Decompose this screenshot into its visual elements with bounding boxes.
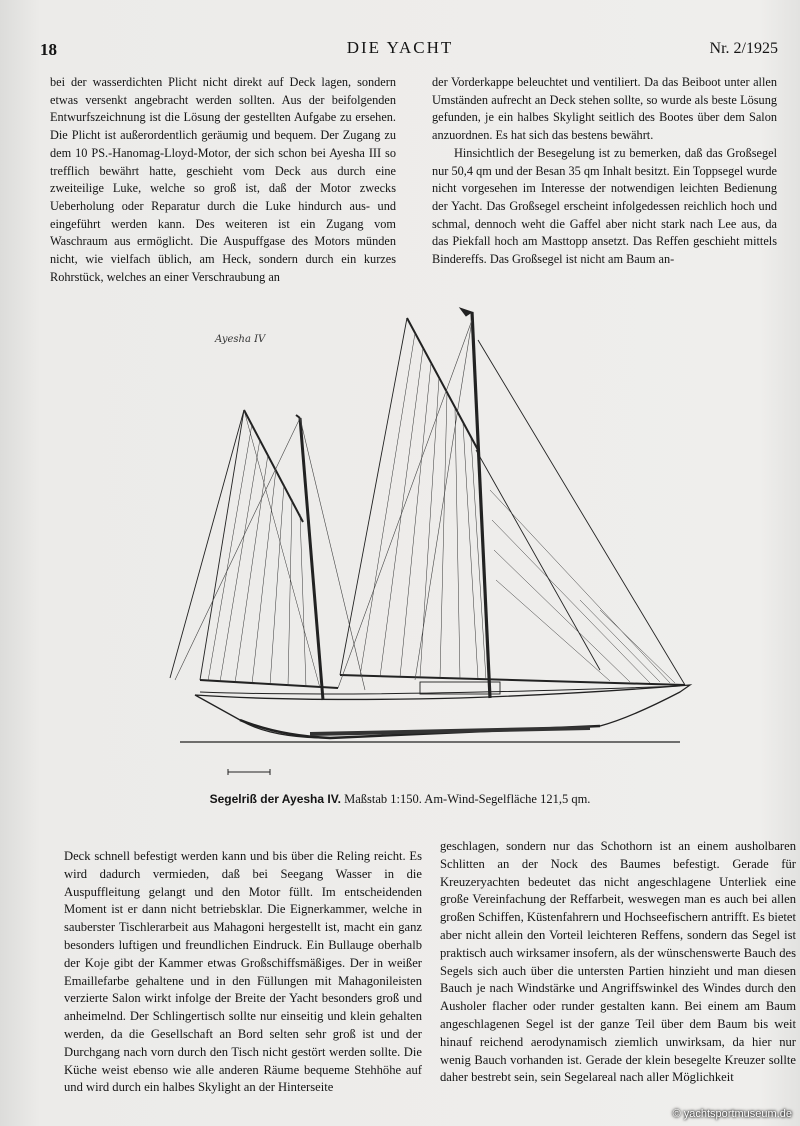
paragraph: bei der wasserdichten Plicht nicht direkt auf Deck lagen, sondern etwas versenkt angebracht werden sollten. Aus der beifolgenden Entwurfszeichnung ist die Lösung der gestellten Aufgabe zu ersehen. Die Plicht ist außerordentlich geräumig und bequem. Der Zugang zu dem 10 PS.-Hanomag-Lloyd-Motor, der sich schon bei Ayesha III so trefflich bewährt hatte, geschieht vom Deck aus durch eine zweiteilige Luke, welche so groß ist, daß der Motor zwecks Ueberholung oder Reparatur durch die Luke hindurch aus- und eingeführt werden kann. Des weiteren ist ein Zugang vom Waschraum aus ermöglicht. Die Auspuffgase des Motors münden nicht, wie vielfach üblich, am Heck, sondern durch ein kurzes Rohrstück, welches an einer Verschraubung an: [50, 75, 396, 284]
running-header: [0, 38, 800, 64]
top-right-column: [432, 74, 777, 269]
figure-caption: [0, 792, 800, 807]
plan-label: Ayesha IV: [215, 334, 266, 345]
paragraph: Deck schnell befestigt werden kann und bis über die Reling reicht. Es wird dadurch vermieden, daß bei Seegang Wasser in die Auspuffleitung gelangt und den Motor füllt. Im entscheidenden Moment ist er dann nicht betriebsklar. Die Eignerkammer, welche in sauberster Tischlerarbeit aus Mahagoni hergestellt ist, macht ein ganz besonders luftigen und freundlichen Eindruck. Ein Bullauge oberhalb der Koje gibt der Kammer etwas Großschiffsmäßiges. Der in weißer Emaillefarbe gehaltene und in den Füllungen mit Mahagonileisten verzierte Salon wirkt infolge der Breite der Yacht besonders groß und anheimelnd. Der Schlingertisch sollte nur einseitig und klein gehalten werden, da die Gesellschaft an Bord selten sehr groß ist und der Durchgang nach vorn durch den Tisch nicht gestört werden sollte. Die Küche weist ebenso wie alle anderen Räume bequeme Stehhöhe auf und wird durch ein halbes Skylight an der Hinterseite: [64, 849, 422, 1095]
page-number: 18: [40, 40, 57, 59]
sail-plan-drawing: [160, 300, 700, 780]
paragraph: geschlagen, sondern nur das Schothorn ist an einem ausholbaren Schlitten an der Nock des Baumes befestigt. Gerade für Kreuzeryachten bedeutet das nicht angeschlagene Unterliek eine große Vereinfachung der Reffarbeit, weswegen man es auch bei allen großen Schiffen, Küstenfahrern und Hochseefischern antrifft. Es bietet aber nicht allein den Vorteil leichteren Reffens, sondern das Segel ist praktisch auch wirksamer insofern, als der wünschenswerte Bauch des Segels sich auch über die untersten Partien hinzieht und man diesen Bauch je nach Windstärke und Angriffswinkel des Windes durch den Ausholer flacher oder runder gestalten kann. Bei einem am Baum angeschlagenen Segel ist der ganze Teil über dem Baum bis weit hinauf reichend aerodynamisch ziemlich unwirksam, da hier nur wenig Bauch vorhanden ist. Gerade der klein besegelte Kreuzer sollte daher bestrebt sein, sein Segelareal nach aller Möglichkeit: [440, 839, 796, 1085]
caption-text: Maßstab 1:150. Am-Wind-Segelfläche 121,5 qm.: [340, 792, 591, 806]
paragraph: Hinsichtlich der Besegelung ist zu bemerken, daß das Großsegel nur 50,4 qm und der Besan 35 qm Inhalt besitzt. Ein Toppsegel wurde nicht vorgesehen im Interesse der notwendigen leichten Bedienung der Yacht. Das Großsegel erscheint infolgedessen reichlich hoch und schmal, dennoch weht die Gaffel aber nicht stark nach Lee aus, da das Piekfall hoch am Masttopp ansetzt. Das Reffen geschieht mittels Bindereffs. Das Großsegel ist nicht am Baum an-: [432, 145, 777, 267]
bottom-right-column: [440, 838, 796, 1087]
magazine-title: DIE YACHT: [346, 38, 454, 57]
source-credit: © yachtsportmuseum.de: [672, 1108, 792, 1120]
paragraph: der Vorderkappe beleuchtet und ventiliert. Da das Beiboot unter allen Umständen aufrecht an Deck stehen sollte, so wurde als beste Lösung gefunden, je ein halbes Skylight seitlich des Bootes über dem Salon anzuordnen. Es hat sich das bestens bewährt.: [432, 75, 777, 143]
issue-number: Nr. 2/1925: [709, 40, 778, 57]
caption-title: Segelriß der Ayesha IV.: [209, 792, 341, 806]
bottom-left-column: [64, 848, 422, 1097]
top-left-column: [50, 74, 396, 286]
